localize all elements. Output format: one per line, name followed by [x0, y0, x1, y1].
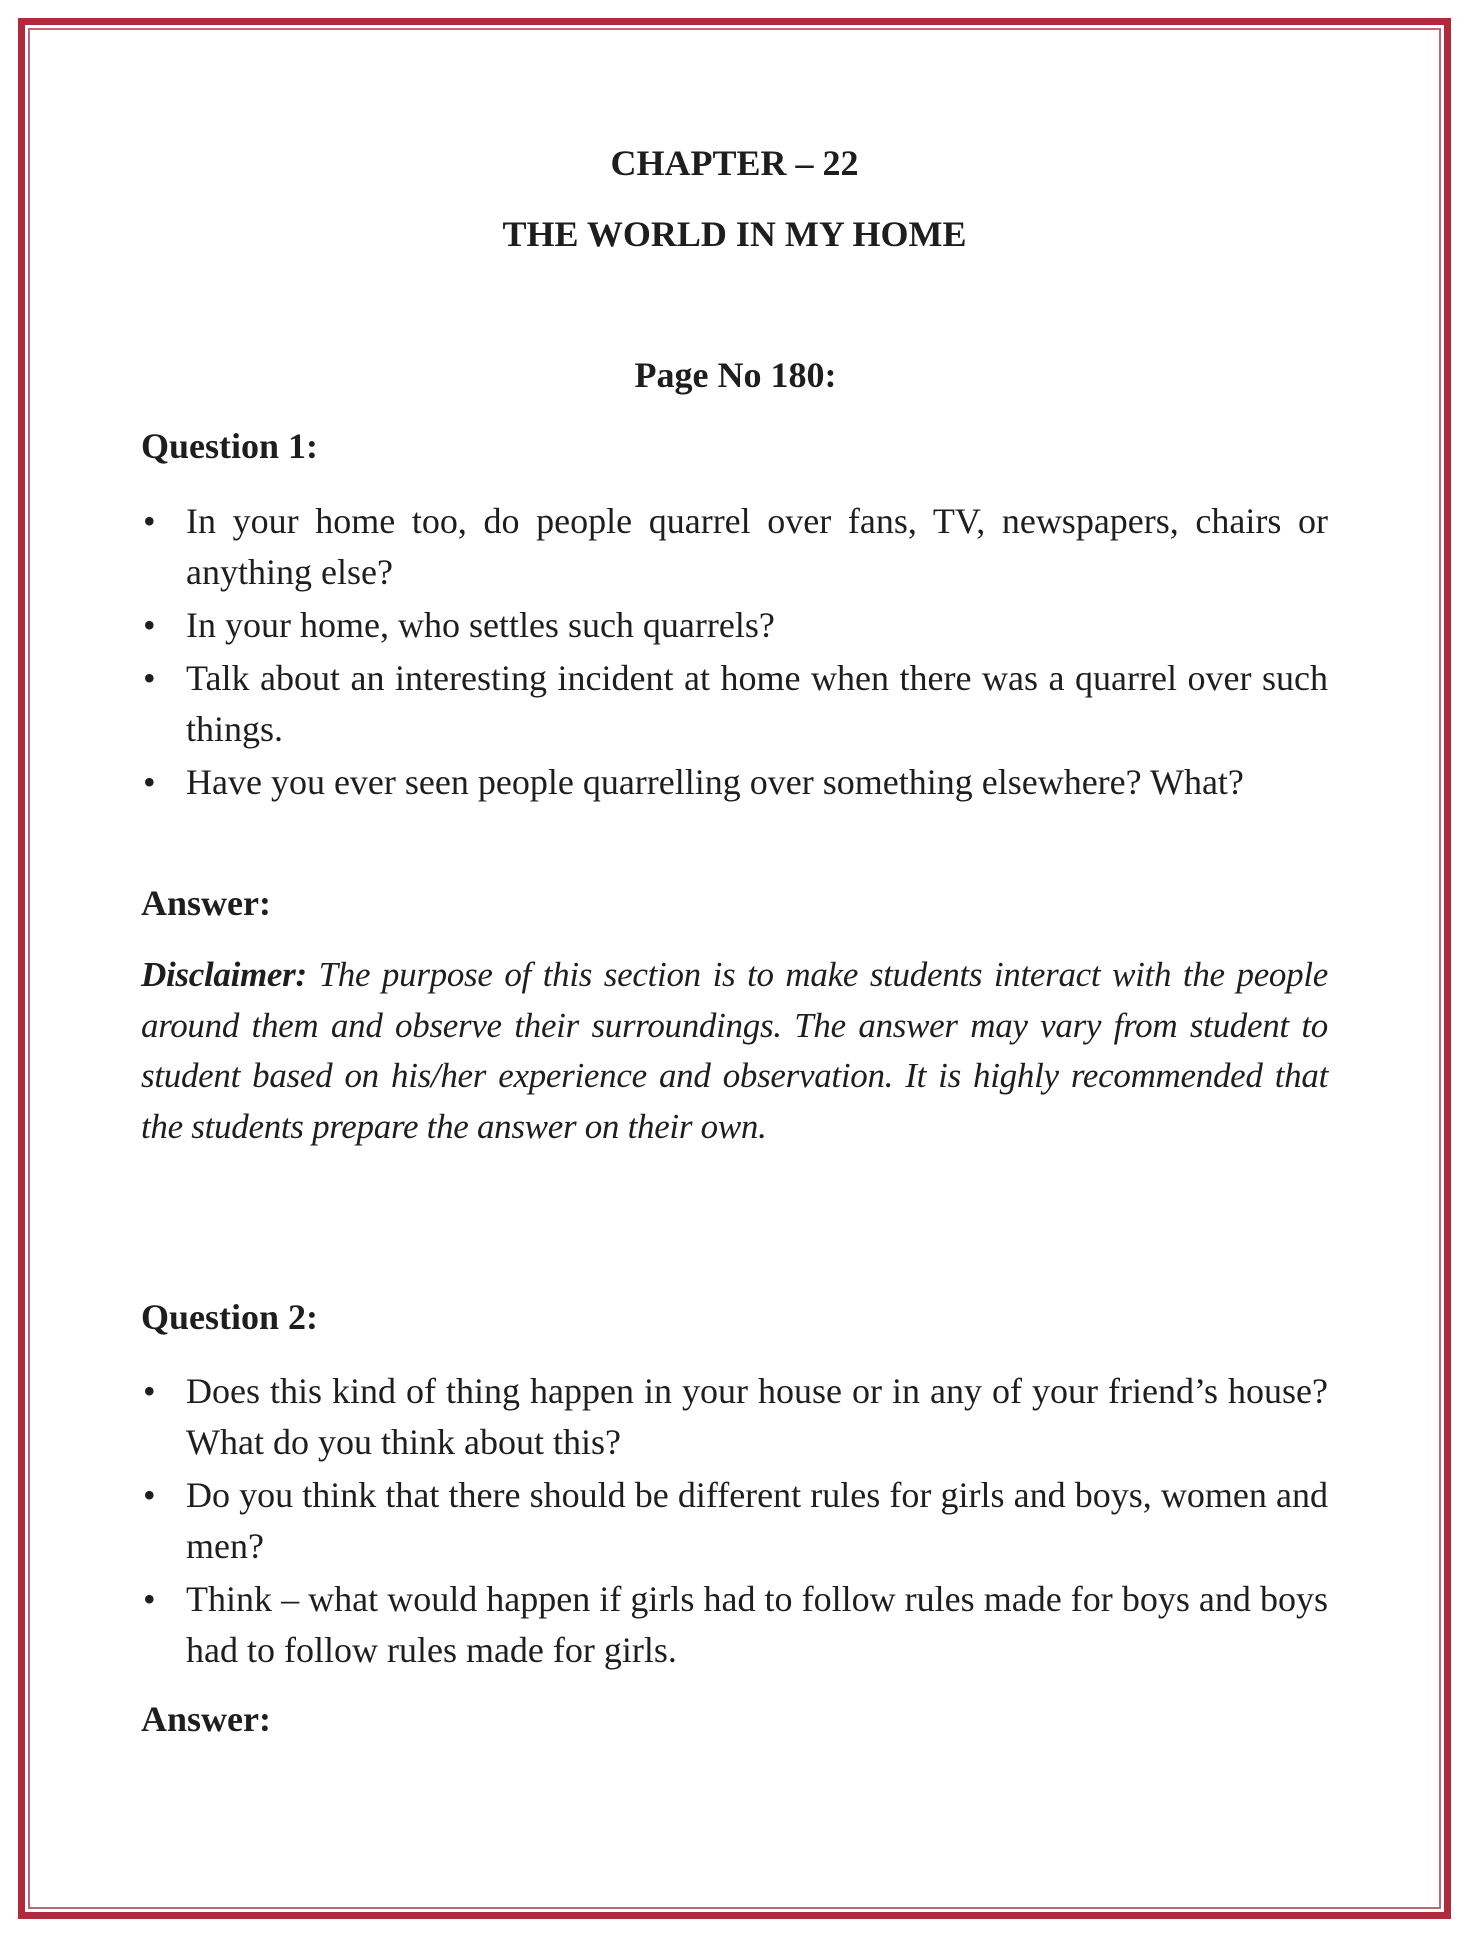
bullet-icon: •: [143, 605, 156, 645]
question-2-label: Question 2:: [141, 1297, 319, 1337]
bullet-icon: •: [143, 658, 156, 698]
answer-2-label: Answer:: [141, 1699, 271, 1739]
list-item: • Does this kind of thing happen in your house or in any of your friend’s house? What do you think about this?: [141, 1366, 1328, 1468]
answer-1-label: Answer:: [141, 883, 271, 923]
chapter-number: CHAPTER – 22: [610, 143, 859, 183]
list-item: • In your home, who settles such quarrels?: [141, 600, 1328, 651]
list-item: • Talk about an interesting incident at home when there was a quarrel over such things.: [141, 653, 1328, 755]
bullet-icon: •: [143, 762, 156, 802]
bullet-icon: •: [143, 1579, 156, 1619]
list-item: • Do you think that there should be different rules for girls and boys, women and men?: [141, 1470, 1328, 1572]
list-item: • Think – what would happen if girls had to follow rules made for boys and boys had to follow rules made for girls.: [141, 1574, 1328, 1676]
bullet-icon: •: [143, 1475, 156, 1515]
page-number: Page No 180:: [634, 355, 837, 395]
bullet-icon: •: [143, 501, 156, 541]
chapter-title: THE WORLD IN MY HOME: [502, 214, 967, 254]
question-1-bullets: [141, 496, 1328, 810]
list-item: • In your home too, do people quarrel over fans, TV, newspapers, chairs or anything else?: [141, 496, 1328, 598]
question-2-bullets: [141, 1366, 1328, 1678]
list-item: • Have you ever seen people quarrelling over something elsewhere? What?: [141, 757, 1328, 808]
disclaimer: [141, 950, 1328, 1152]
disclaimer-label: Disclaimer:: [141, 955, 307, 994]
question-1-label: Question 1:: [141, 426, 319, 466]
disclaimer-text: The purpose of this section is to make students interact with the people around them and observe their surroundings. The answer may vary from student to student based on his/her experience and observation. It is highly recommended that the students prepare the answer on their own.: [141, 955, 1328, 1146]
bullet-icon: •: [143, 1371, 156, 1411]
